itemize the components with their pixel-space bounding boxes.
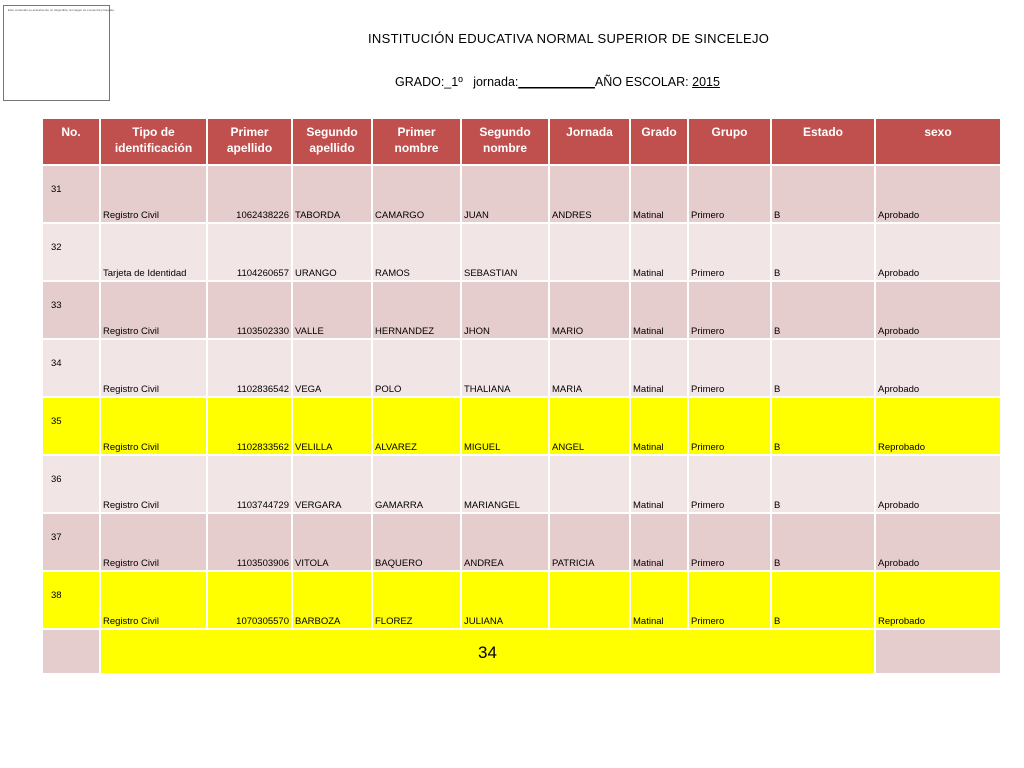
first-name: JULIANA (461, 571, 549, 629)
id-number: 1062438226 (207, 165, 292, 223)
shift-label: jornada: (473, 75, 519, 89)
first-surname: BARBOZA (292, 571, 372, 629)
col-header-second-name: Segundo nombre (461, 118, 549, 165)
grade: Primero (688, 281, 771, 339)
status: Aprobado (875, 513, 1001, 571)
first-name: MIGUEL (461, 397, 549, 455)
grade: Primero (688, 513, 771, 571)
total-count: 34 (100, 629, 875, 674)
second-name (549, 223, 630, 281)
shift: Matinal (630, 165, 688, 223)
second-surname: GAMARRA (372, 455, 461, 513)
status: Aprobado (875, 165, 1001, 223)
first-name: ANDREA (461, 513, 549, 571)
second-surname: POLO (372, 339, 461, 397)
student-roster-table (41, 117, 1002, 675)
table-row (42, 165, 1001, 223)
first-name: JUAN (461, 165, 549, 223)
row-number: 36 (42, 455, 100, 513)
status: Aprobado (875, 339, 1001, 397)
second-name: ANDRES (549, 165, 630, 223)
row-number: 38 (42, 571, 100, 629)
col-header-grade: Grado (630, 118, 688, 165)
second-name: MARIO (549, 281, 630, 339)
first-name: SEBASTIAN (461, 223, 549, 281)
institution-title: INSTITUCIÓN EDUCATIVA NORMAL SUPERIOR DE SINCELEJO (368, 31, 770, 46)
second-surname: CAMARGO (372, 165, 461, 223)
shift: Matinal (630, 397, 688, 455)
row-number: 31 (42, 165, 100, 223)
id-number: 1103503906 (207, 513, 292, 571)
col-header-group: Grupo (688, 118, 771, 165)
id-number: 1103744729 (207, 455, 292, 513)
grade-line (395, 75, 720, 89)
table-row (42, 397, 1001, 455)
col-header-status: Estado (771, 118, 875, 165)
grade: Primero (688, 165, 771, 223)
group: B (771, 223, 875, 281)
second-name (549, 571, 630, 629)
id-type: Registro Civil (100, 281, 207, 339)
first-surname: VELILLA (292, 397, 372, 455)
row-number: 33 (42, 281, 100, 339)
grade-label: GRADO:_1º (395, 75, 463, 89)
second-name: ANGEL (549, 397, 630, 455)
table-row (42, 513, 1001, 571)
row-number: 37 (42, 513, 100, 571)
second-surname: BAQUERO (372, 513, 461, 571)
col-header-first-name: Primer nombre (372, 118, 461, 165)
status: Aprobado (875, 455, 1001, 513)
id-number: 1070305570 (207, 571, 292, 629)
shift: Matinal (630, 223, 688, 281)
status: Aprobado (875, 223, 1001, 281)
table-row (42, 455, 1001, 513)
id-type: Registro Civil (100, 165, 207, 223)
row-number: 34 (42, 339, 100, 397)
first-name: JHON (461, 281, 549, 339)
logo-placeholder (3, 5, 114, 101)
first-name: MARIANGEL (461, 455, 549, 513)
col-header-id-type: Tipo de identificación (100, 118, 207, 165)
year-value: 2015 (692, 75, 720, 89)
col-header-second-surname: Segundo apellido (292, 118, 372, 165)
col-header-sex: sexo (875, 118, 1001, 165)
id-type: Registro Civil (100, 397, 207, 455)
group: B (771, 165, 875, 223)
grade: Primero (688, 397, 771, 455)
second-name (549, 455, 630, 513)
second-surname: HERNANDEZ (372, 281, 461, 339)
id-type: Registro Civil (100, 513, 207, 571)
second-name: PATRICIA (549, 513, 630, 571)
first-name: THALIANA (461, 339, 549, 397)
second-surname: ALVAREZ (372, 397, 461, 455)
first-surname: URANGO (292, 223, 372, 281)
table-row (42, 223, 1001, 281)
col-header-shift: Jornada (549, 118, 630, 165)
id-type: Tarjeta de Identidad (100, 223, 207, 281)
row-number: 35 (42, 397, 100, 455)
group: B (771, 281, 875, 339)
grade: Primero (688, 339, 771, 397)
shift: Matinal (630, 281, 688, 339)
first-surname: VITOLA (292, 513, 372, 571)
table-row (42, 281, 1001, 339)
status: Aprobado (875, 281, 1001, 339)
id-number: 1104260657 (207, 223, 292, 281)
shift: Matinal (630, 339, 688, 397)
group: B (771, 397, 875, 455)
second-name: MARIA (549, 339, 630, 397)
id-type: Registro Civil (100, 571, 207, 629)
second-surname: RAMOS (372, 223, 461, 281)
shift: Matinal (630, 571, 688, 629)
first-surname: VEGA (292, 339, 372, 397)
id-type: Registro Civil (100, 455, 207, 513)
col-header-no: No. (42, 118, 100, 165)
shift: Matinal (630, 455, 688, 513)
first-surname: TABORDA (292, 165, 372, 223)
logo-note: Este contenido es actualmente no disponible, la imagen se encuentra protegida (8, 8, 114, 12)
grade: Primero (688, 455, 771, 513)
grade: Primero (688, 223, 771, 281)
id-number: 1102836542 (207, 339, 292, 397)
total-blank-cell (875, 629, 1001, 674)
group: B (771, 571, 875, 629)
table-row (42, 339, 1001, 397)
first-surname: VALLE (292, 281, 372, 339)
shift-blank: ___________ (518, 75, 595, 89)
shift: Matinal (630, 513, 688, 571)
id-number: 1103502330 (207, 281, 292, 339)
grade: Primero (688, 571, 771, 629)
id-type: Registro Civil (100, 339, 207, 397)
total-row (42, 629, 1001, 674)
row-number: 32 (42, 223, 100, 281)
table-header-row (42, 118, 1001, 165)
id-number: 1102833562 (207, 397, 292, 455)
second-surname: FLOREZ (372, 571, 461, 629)
year-label: AÑO ESCOLAR: (594, 75, 689, 89)
group: B (771, 339, 875, 397)
col-header-first-surname: Primer apellido (207, 118, 292, 165)
group: B (771, 513, 875, 571)
status: Reprobado (875, 571, 1001, 629)
total-blank-cell (42, 629, 100, 674)
status: Reprobado (875, 397, 1001, 455)
first-surname: VERGARA (292, 455, 372, 513)
table-row (42, 571, 1001, 629)
group: B (771, 455, 875, 513)
